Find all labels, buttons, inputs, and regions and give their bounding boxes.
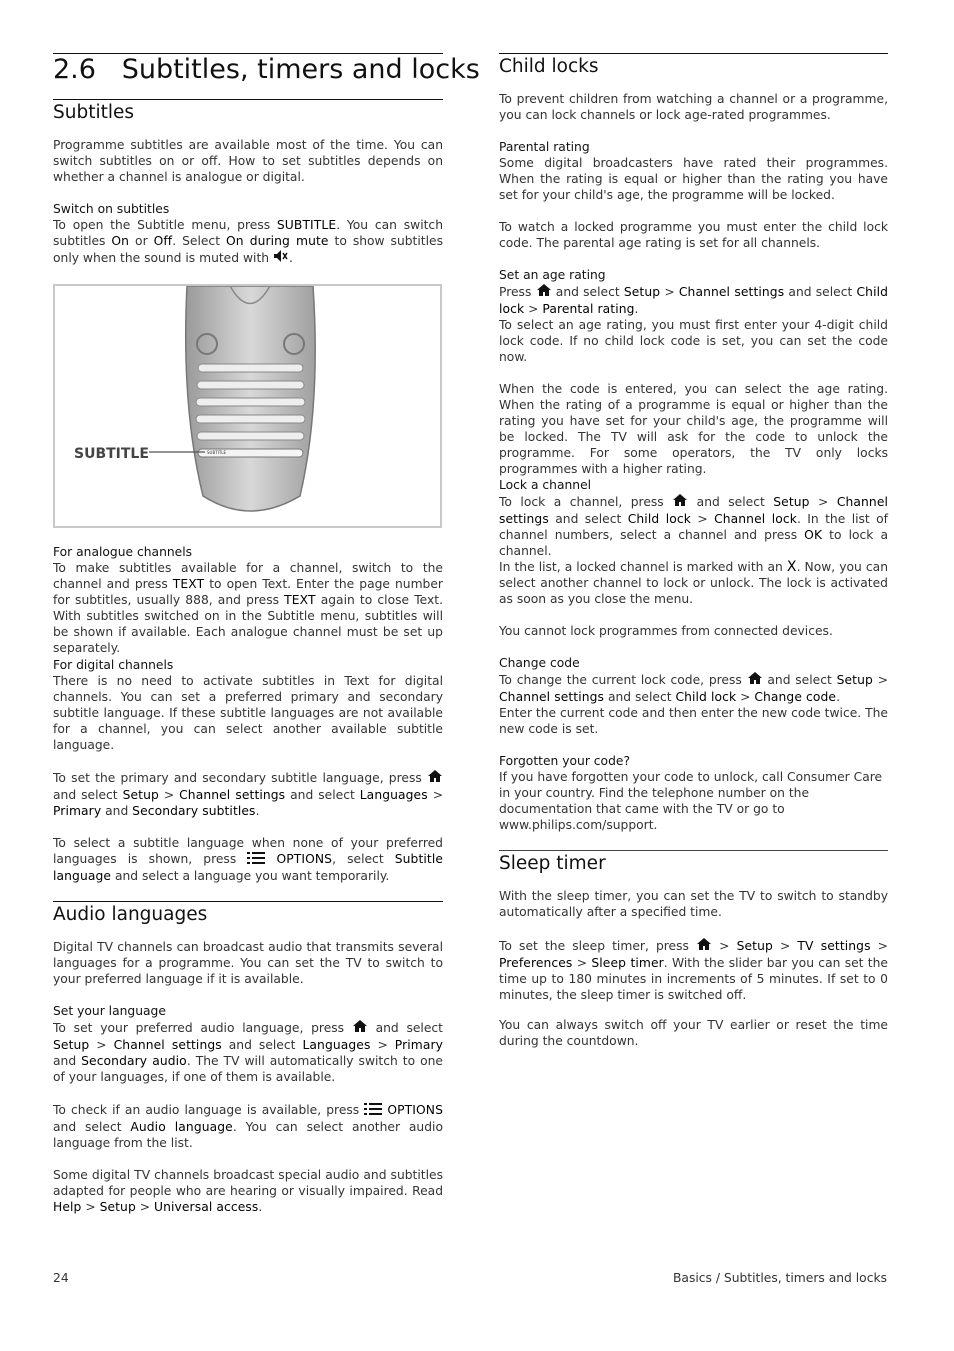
cannot-lock-text: You cannot lock programmes from connected devices.: [499, 624, 833, 638]
sleep-rule: [499, 850, 888, 851]
footer-breadcrumb: Basics / Subtitles, timers and locks: [672, 1271, 887, 1285]
special-audio-text: Some digital TV channels broadcast special audio and subtitles adapted for people who are hearing or visually impaired. Read Help > Setup > Universal access.: [53, 1168, 443, 1214]
analogue-text: To make subtitles available for a channel, switch to the channel and press TEXT to open Text. Enter the page number for subtitles, usually 888, and press TEXT again to close Text. With subtitles switched on in the Subtitle menu, subtitles will be shown if available. Each analogue channel must be set up separately.: [53, 561, 443, 655]
check-audio-text: To check if an audio language is available, press OPTIONS and select Audio language. You can select another audio language from the list.: [53, 1103, 443, 1150]
code-entered-text: When the code is entered, you can select the age rating. When the rating of a programme is equal or higher than the rating you have set for your child's age, the programme will be locked. The TV will ask for the code to unlock the programme. For some operators, the TV only locks programmes with a higher rating.: [499, 382, 888, 476]
home-icon: [536, 283, 552, 301]
parental-section: [499, 139, 888, 203]
remote-illustration: [55, 286, 440, 526]
page-title: 2.6 Subtitles, timers and locks: [53, 54, 480, 85]
audio-intro: Digital TV channels can broadcast audio that transmits several languages for a programme. You can set the TV to switch to your preferred language if it is available.: [53, 940, 443, 986]
locked-list-text: In the list, a locked channel is marked with an X. Now, you can select another channel to lock or unlock. The lock is activated as soon as you close the menu.: [499, 559, 888, 606]
change-code-section: [499, 655, 888, 737]
digital-text: There is no need to activate subtitles in Text for digital channels. You can set a preferred primary and secondary subtitle language. If these subtitle languages are not available for a channel, you can select another available subtitle language.: [53, 674, 443, 752]
subtitle-callout-label: SUBTITLE: [74, 446, 149, 462]
analogue-section: [53, 544, 443, 656]
switch-text: To open the Subtitle menu, press SUBTITLE. You can switch subtitles On or Off. Select On during mute to show subtitles only when the sound is muted with .: [53, 218, 443, 265]
sleep-intro: With the sleep timer, you can set the TV to switch to standby automatically after a specified time.: [499, 889, 888, 919]
subtitles-intro: Programme subtitles are available most of the time. You can switch subtitles on or off. How to set subtitles depends on whether a channel is analogue or digital.: [53, 138, 443, 184]
sleep-timer-heading: Sleep timer: [499, 853, 606, 874]
home-icon: [747, 671, 763, 689]
sleep-set-text: To set the sleep timer, press > Setup > TV settings > Preferences > Sleep timer. With the slider bar you can set the time up to 180 minutes in increments of 5 minutes. If set to 0 minutes, the sleep timer is switched off.: [499, 939, 888, 1002]
home-icon: [427, 769, 443, 787]
digital-section: [53, 657, 443, 753]
parental-heading: Parental rating: [499, 140, 590, 154]
child-locks-rule: [499, 53, 888, 54]
digital-heading: For digital channels: [53, 658, 174, 672]
age-heading: Set an age rating: [499, 268, 606, 282]
mute-icon: [273, 249, 289, 267]
subtitles-rule: [53, 99, 443, 100]
audio-rule: [53, 901, 443, 902]
select-language-text: To select a subtitle language when none of your preferred languages is shown, press OPTIONS, select Subtitle language and select a language you want temporarily.: [53, 836, 443, 883]
forgot-heading: Forgotten your code?: [499, 754, 630, 768]
age-text-2: To select an age rating, you must first enter your 4-digit child lock code. If no child lock code is set, you can set the code now.: [499, 318, 888, 364]
lock-channel-heading: Lock a channel: [499, 478, 592, 492]
age-text: Press and select Setup > Channel settings and select Child lock > Parental rating.: [499, 285, 889, 316]
primary-language-text: To set the primary and secondary subtitle language, press and select Setup > Channel settings and select Languages > Primary and Secondary subtitles.: [53, 771, 443, 818]
subtitles-heading: Subtitles: [53, 102, 135, 123]
watch-locked-text: To watch a locked programme you must enter the child lock code. The parental age rating is set for all channels.: [499, 220, 888, 250]
switch-heading: Switch on subtitles: [53, 202, 170, 216]
home-icon: [672, 493, 688, 511]
forgot-text: If you have forgotten your code to unlock, call Consumer Care in your country. Find the telephone number on the documentation that came with the TV or go to www.philips.com/support.: [499, 770, 883, 832]
change-code-text: To change the current lock code, press and select Setup > Channel settings and select Child lock > Change code.: [499, 673, 888, 704]
change-code-heading: Change code: [499, 656, 580, 670]
child-intro: To prevent children from watching a channel or a programme, you can lock channels or lock age-rated programmes.: [499, 92, 888, 122]
options-icon: [247, 852, 265, 868]
lang-text: To set your preferred audio language, press and select Setup > Channel settings and select Languages > Primary and Secondary audio. The TV will automatically switch to one of your languages, if one of them is available.: [53, 1021, 444, 1084]
child-locks-heading: Child locks: [499, 56, 599, 77]
page-number: 24: [53, 1271, 69, 1285]
switch-on-subtitles-section: [53, 201, 443, 267]
set-language-section: [53, 1003, 443, 1085]
lock-channel-section: [499, 477, 888, 559]
lang-heading: Set your language: [53, 1004, 166, 1018]
sleep-reset-text: You can always switch off your TV earlier or reset the time during the countdown.: [499, 1018, 888, 1048]
forgotten-code-section: [499, 753, 888, 833]
age-rating-section: [499, 267, 888, 365]
lock-channel-text: To lock a channel, press and select Setup > Channel settings and select Child lock > Channel lock. In the list of channel numbers, select a channel and press OK to lock a channel.: [499, 495, 889, 558]
analogue-heading: For analogue channels: [53, 545, 193, 559]
home-icon: [352, 1019, 368, 1037]
remote-control-image: [53, 284, 442, 528]
home-icon: [696, 937, 712, 955]
parental-text: Some digital broadcasters have rated their programmes. When the rating is equal or higher than the rating you have set for your child's age, the programme will be locked.: [499, 156, 888, 202]
audio-heading: Audio languages: [53, 904, 208, 925]
options-icon: [364, 1103, 382, 1119]
subtitle-button-text: SUBTITLE: [207, 450, 227, 455]
change-code-text-2: Enter the current code and then enter the new code twice. The new code is set.: [499, 706, 888, 736]
